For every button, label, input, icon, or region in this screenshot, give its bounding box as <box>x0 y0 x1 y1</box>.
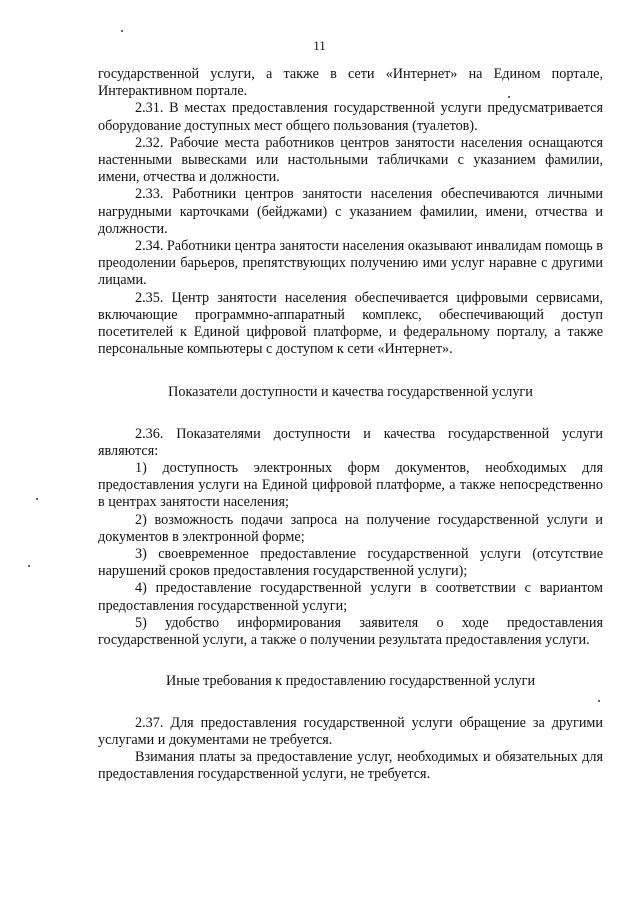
paragraph-continuation: государственной услуги, а также в сети «Интернет» на Едином портале, Интерактивном портале. <box>98 66 603 100</box>
paragraph-2-35: 2.35. Центр занятости населения обеспечивается цифровыми сервисами, включающие программно-аппаратный комплекс, обеспечивающий доступ посетителей к Единой цифровой платформе, и федеральному порталу, а также персональные компьютеры с доступом к сети «Интернет». <box>98 289 603 358</box>
section-heading-other: Иные требования к предоставлению государственной услуги <box>165 673 536 690</box>
scan-speck <box>598 700 600 702</box>
paragraph-2-34: 2.34. Работники центра занятости населения оказывают инвалидам помощь в преодолении барьеров, препятствующих получению ими услуг наравне с другими лицами. <box>98 238 603 289</box>
document-body <box>98 66 603 783</box>
paragraph-2-36: 2.36. Показателями доступности и качества государственной услуги являются: <box>98 425 603 459</box>
paragraph-2-33: 2.33. Работники центров занятости населения обеспечиваются личными нагрудными карточками (бейджами) с указанием фамилии, имени, отчества и должности. <box>98 186 603 237</box>
scan-speck <box>508 96 510 98</box>
list-item-5: 5) удобство информирования заявителя о ходе предоставления государственной услуги, а также о получении результата предоставления услуги. <box>98 614 603 649</box>
scan-speck <box>36 498 38 500</box>
scan-speck <box>28 565 30 567</box>
paragraph-2-32: 2.32. Рабочие места работников центров занятости населения оснащаются настенными вывесками или настольными табличками с указанием фамилии, имени, отчества и должности. <box>98 134 603 186</box>
page-number: 11 <box>313 38 326 53</box>
list-item-4: 4) предоставление государственной услуги в соответствии с вариантом предоставления государственной услуги; <box>98 580 603 614</box>
scan-speck <box>121 30 123 32</box>
paragraph-fee: Взимания платы за предоставление услуг, необходимых и обязательных для предоставления государственной услуги, не требуется. <box>98 748 603 783</box>
list-item-2: 2) возможность подачи запроса на получение государственной услуги и документов в электронной форме; <box>98 511 603 545</box>
section-heading-quality: Показатели доступности и качества государственной услуги <box>168 384 533 401</box>
list-item-1: 1) доступность электронных форм документов, необходимых для предоставления услуги на Единой цифровой платформе, а также непосредственно в центрах занятости населения; <box>98 460 603 511</box>
paragraph-2-37: 2.37. Для предоставления государственной услуги обращение за другими услугами и документами не требуется. <box>98 714 603 748</box>
paragraph-2-31: 2.31. В местах предоставления государственной услуги предусматривается оборудование доступных мест общего пользования (туалетов). <box>98 100 603 134</box>
list-item-3: 3) своевременное предоставление государственной услуги (отсутствие нарушений сроков предоставления государственной услуги); <box>98 546 603 580</box>
